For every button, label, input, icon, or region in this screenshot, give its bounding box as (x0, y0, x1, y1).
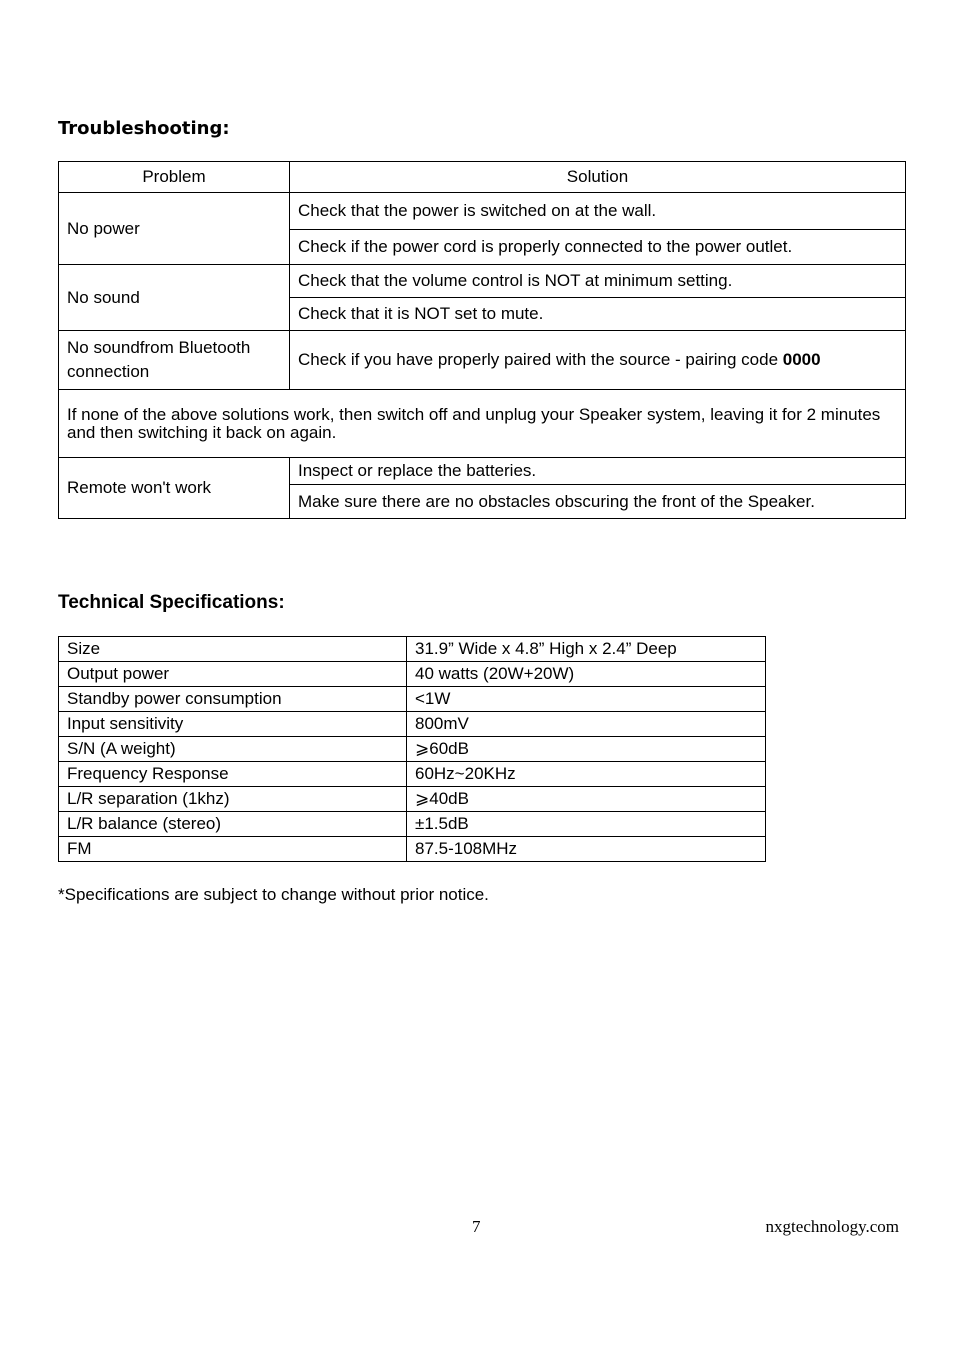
problem-cell: No soundfrom Bluetooth connection (59, 331, 290, 390)
website-footer: nxgtechnology.com (765, 1217, 899, 1236)
spec-label: S/N (A weight) (59, 737, 407, 762)
problem-header: Problem (59, 162, 290, 193)
spec-label: Size (59, 637, 407, 662)
solution-cell: Make sure there are no obstacles obscuring the front of the Speaker. (290, 485, 906, 519)
table-row (59, 390, 906, 458)
solution-cell: Check if the power cord is properly connected to the power outlet. (290, 230, 906, 265)
spec-value: <1W (407, 687, 766, 712)
spec-value: 60Hz~20KHz (407, 762, 766, 787)
specifications-table (58, 636, 766, 862)
table-row (59, 265, 906, 298)
spec-label: Standby power consumption (59, 687, 407, 712)
spec-value: ⩾40dB (407, 787, 766, 812)
problem-cell: Remote won't work (59, 458, 290, 519)
spec-value: 87.5-108MHz (407, 837, 766, 862)
solution-header: Solution (290, 162, 906, 193)
problem-cell: No power (59, 193, 290, 265)
table-row (59, 458, 906, 485)
page-number: 7 (472, 1217, 481, 1236)
table-row (59, 837, 766, 862)
spec-label: FM (59, 837, 407, 862)
spec-value: 800mV (407, 712, 766, 737)
specifications-heading: Technical Specifications: (58, 592, 285, 613)
spec-value: ±1.5dB (407, 812, 766, 837)
troubleshooting-heading: Troubleshooting: (58, 118, 230, 139)
spec-label: Input sensitivity (59, 712, 407, 737)
solution-cell: Check that it is NOT set to mute. (290, 298, 906, 331)
spec-label: Output power (59, 662, 407, 687)
solution-cell: Inspect or replace the batteries. (290, 458, 906, 485)
spec-value: 31.9” Wide x 4.8” High x 2.4” Deep (407, 637, 766, 662)
note-cell: If none of the above solutions work, then switch off and unplug your Speaker system, leaving it for 2 minutes and then switching it back on again. (59, 390, 906, 458)
solution-cell: Check that the power is switched on at the wall. (290, 193, 906, 230)
table-row (59, 662, 766, 687)
table-row (59, 712, 766, 737)
table-row (59, 331, 906, 390)
table-row (59, 687, 766, 712)
spec-label: Frequency Response (59, 762, 407, 787)
table-row (59, 762, 766, 787)
spec-value: ⩾60dB (407, 737, 766, 762)
problem-cell: No sound (59, 265, 290, 331)
troubleshooting-table (58, 161, 906, 519)
spec-label: L/R separation (1khz) (59, 787, 407, 812)
specifications-note: *Specifications are subject to change without prior notice. (58, 885, 489, 904)
table-row (59, 637, 766, 662)
pairing-code: 0000 (782, 350, 821, 369)
spec-label: L/R balance (stereo) (59, 812, 407, 837)
table-header-row (59, 162, 906, 193)
table-row (59, 737, 766, 762)
table-row (59, 787, 766, 812)
solution-text: Check if you have properly paired with the source - pairing code (298, 350, 783, 369)
spec-value: 40 watts (20W+20W) (407, 662, 766, 687)
table-row (59, 193, 906, 230)
solution-cell: Check that the volume control is NOT at minimum setting. (290, 265, 906, 298)
solution-cell (290, 331, 906, 390)
table-row (59, 812, 766, 837)
